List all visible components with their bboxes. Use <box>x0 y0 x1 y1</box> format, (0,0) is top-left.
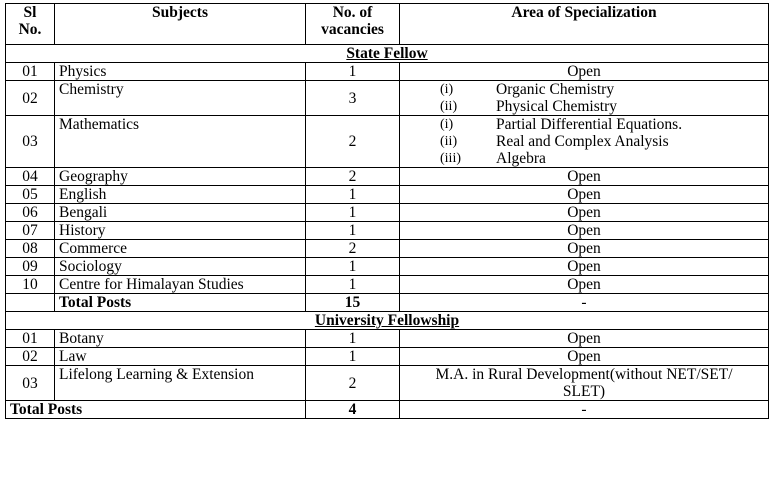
vacancy-cell: 1 <box>306 186 400 204</box>
vacancy-cell: 1 <box>306 276 400 294</box>
sl-cell: 09 <box>6 258 55 276</box>
spec-item: (i) Organic Chemistry <box>440 81 615 98</box>
subject-cell: History <box>55 222 306 240</box>
vacancy-cell: 2 <box>306 240 400 258</box>
header-sl-no: Sl No. <box>6 4 55 45</box>
section-row <box>6 45 769 63</box>
vacancy-cell: 2 <box>306 366 400 401</box>
area-cell: Open <box>400 168 769 186</box>
university-fellowship-section <box>6 312 769 419</box>
vacancy-cell: 2 <box>306 116 400 168</box>
area-cell: Open <box>400 63 769 81</box>
table-row <box>6 116 769 168</box>
empty-cell <box>6 294 55 312</box>
spec-item: (ii) Real and Complex Analysis <box>440 133 669 150</box>
area-cell: M.A. in Rural Development(without NET/SET/ SLET) <box>400 366 769 401</box>
subject-cell: Botany <box>55 330 306 348</box>
subject-cell: English <box>55 186 306 204</box>
subject-cell: Commerce <box>55 240 306 258</box>
total-vacancies: 4 <box>306 401 400 419</box>
vacancy-cell: 1 <box>306 204 400 222</box>
table-row <box>6 168 769 186</box>
table-row <box>6 348 769 366</box>
area-cell: Open <box>400 222 769 240</box>
spec-item: (iii) Algebra <box>440 150 546 167</box>
total-vacancies: 15 <box>306 294 400 312</box>
table-row <box>6 204 769 222</box>
table-row <box>6 276 769 294</box>
subject-cell: Centre for Himalayan Studies <box>55 276 306 294</box>
table-row <box>6 186 769 204</box>
area-cell: Open <box>400 240 769 258</box>
spec-item: (i) Partial Differential Equations. <box>440 116 683 133</box>
vacancy-cell: 1 <box>306 258 400 276</box>
subject-cell: Law <box>55 348 306 366</box>
sl-cell: 04 <box>6 168 55 186</box>
table-row <box>6 81 769 116</box>
total-area: - <box>400 294 769 312</box>
total-area: - <box>400 401 769 419</box>
sl-cell: 01 <box>6 63 55 81</box>
area-cell <box>400 81 769 116</box>
table-row <box>6 63 769 81</box>
vacancy-cell: 1 <box>306 348 400 366</box>
sl-cell: 01 <box>6 330 55 348</box>
spec-item: (ii) Physical Chemistry <box>440 98 617 115</box>
subject-cell: Sociology <box>55 258 306 276</box>
subject-cell: Bengali <box>55 204 306 222</box>
vacancy-cell: 2 <box>306 168 400 186</box>
section-title-state-fellow: State Fellow <box>6 45 769 63</box>
vacancy-cell: 1 <box>306 63 400 81</box>
vacancy-cell: 1 <box>306 222 400 240</box>
total-row <box>6 401 769 419</box>
total-row <box>6 294 769 312</box>
area-cell: Open <box>400 276 769 294</box>
area-cell: Open <box>400 330 769 348</box>
area-cell <box>400 116 769 168</box>
table-row <box>6 366 769 401</box>
header-area: Area of Specialization <box>400 4 769 45</box>
table-row <box>6 222 769 240</box>
area-cell: Open <box>400 204 769 222</box>
header-row <box>6 4 769 45</box>
subject-cell: Physics <box>55 63 306 81</box>
section-row <box>6 312 769 330</box>
subject-cell: Chemistry <box>55 81 306 116</box>
vacancy-cell: 3 <box>306 81 400 116</box>
sl-cell: 02 <box>6 81 55 116</box>
table-row <box>6 258 769 276</box>
table-row <box>6 330 769 348</box>
total-label: Total Posts <box>6 401 306 419</box>
sl-cell: 08 <box>6 240 55 258</box>
subject-cell: Geography <box>55 168 306 186</box>
area-cell: Open <box>400 348 769 366</box>
sl-cell: 05 <box>6 186 55 204</box>
header-subjects: Subjects <box>55 4 306 45</box>
sl-cell: 07 <box>6 222 55 240</box>
sl-cell: 03 <box>6 366 55 401</box>
subject-cell: Lifelong Learning & Extension <box>55 366 306 401</box>
sl-cell: 06 <box>6 204 55 222</box>
vacancy-table <box>5 3 769 419</box>
area-cell: Open <box>400 258 769 276</box>
sl-cell: 03 <box>6 116 55 168</box>
subject-cell: Mathematics <box>55 116 306 168</box>
table-row <box>6 240 769 258</box>
sl-cell: 02 <box>6 348 55 366</box>
area-cell: Open <box>400 186 769 204</box>
section-title-university-fellowship: University Fellowship <box>6 312 769 330</box>
sl-cell: 10 <box>6 276 55 294</box>
state-fellow-section <box>6 45 769 312</box>
vacancy-cell: 1 <box>306 330 400 348</box>
total-label: Total Posts <box>55 294 306 312</box>
header-vacancies: No. of vacancies <box>306 4 400 45</box>
